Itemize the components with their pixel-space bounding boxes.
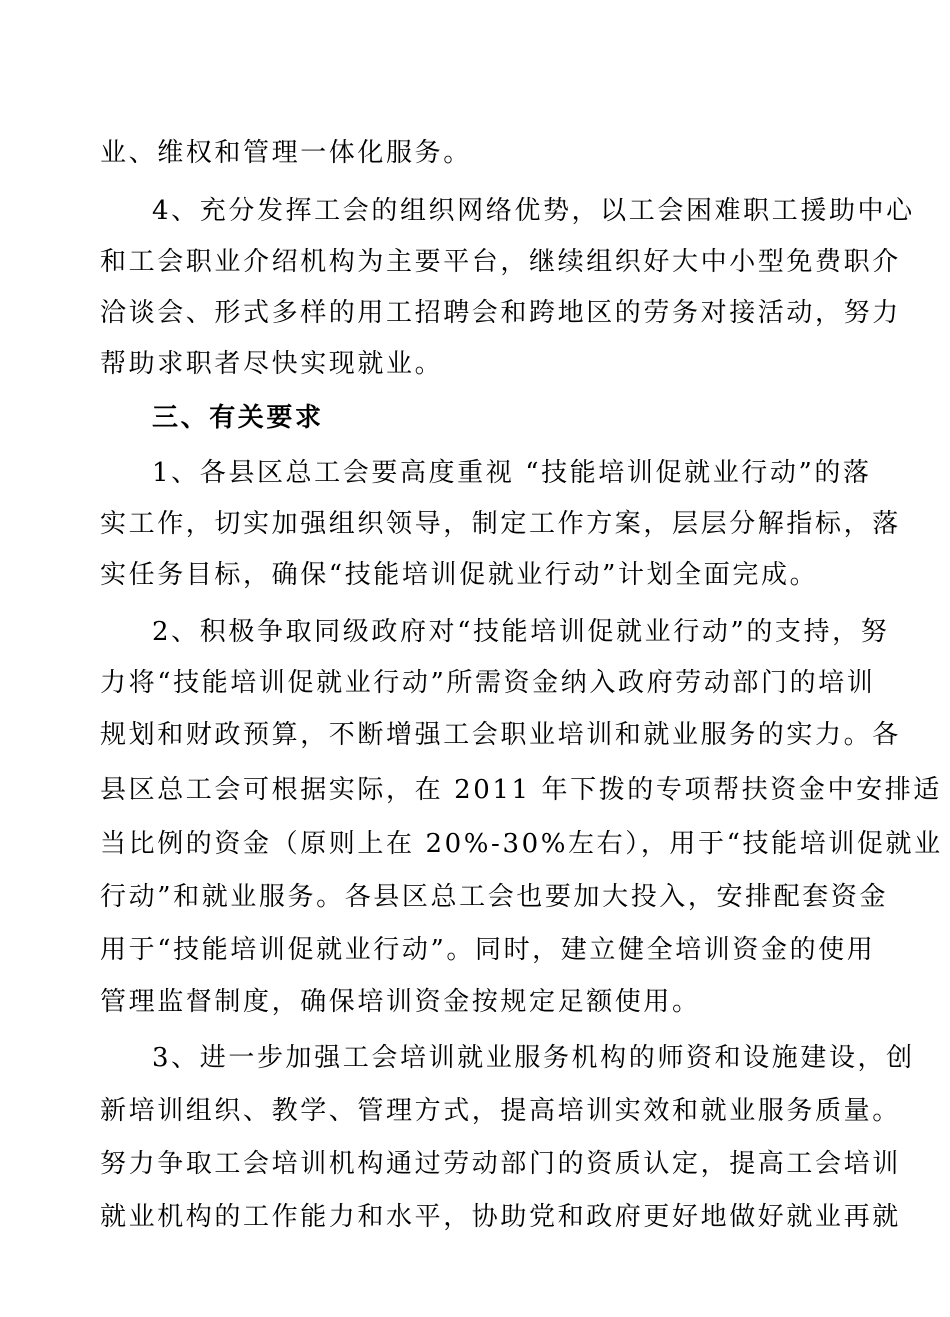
- section-heading: 三、有关要求: [152, 403, 324, 433]
- paragraph-line: 实工作，切实加强组织领导，制定工作方案，层层分解指标，落: [100, 509, 901, 539]
- paragraph-line: 4、充分发挥工会的组织网络优势，以工会困难职工援助中心: [152, 196, 915, 226]
- paragraph-line: 2、积极争取同级政府对“技能培训促就业行动”的支持，努: [152, 617, 890, 647]
- paragraph-line: 就业机构的工作能力和水平，协助党和政府更好地做好就业再就: [100, 1202, 901, 1232]
- paragraph-line: 管理监督制度，确保培训资金按规定足额使用。: [100, 987, 701, 1017]
- paragraph-line: 1、各县区总工会要高度重视 “技能培训促就业行动”的落: [152, 458, 872, 488]
- paragraph-line: 新培训组织、教学、管理方式，提高培训实效和就业服务质量。: [100, 1096, 901, 1126]
- paragraph-line: 实任务目标，确保“技能培训促就业行动”计划全面完成。: [100, 560, 819, 590]
- paragraph-line: 当比例的资金（原则上在 20%-30%左右），用于“技能培训促就业: [100, 829, 943, 859]
- paragraph-line: 力将“技能培训促就业行动”所需资金纳入政府劳动部门的培训: [100, 668, 876, 698]
- paragraph-line: 用于“技能培训促就业行动”。同时，建立健全培训资金的使用: [100, 935, 876, 965]
- paragraph-line: 洽谈会、形式多样的用工招聘会和跨地区的劳务对接活动，努力: [100, 298, 901, 328]
- paragraph-line: 规划和财政预算，不断增强工会职业培训和就业服务的实力。各: [100, 720, 901, 750]
- paragraph-line: 县区总工会可根据实际，在 2011 年下拨的专项帮扶资金中安排适: [100, 775, 942, 805]
- paragraph-line: 和工会职业介绍机构为主要平台，继续组织好大中小型免费职介: [100, 247, 901, 277]
- paragraph-line: 业、维权和管理一体化服务。: [100, 138, 472, 168]
- paragraph-line: 帮助求职者尽快实现就业。: [100, 349, 444, 379]
- paragraph-line: 努力争取工会培训机构通过劳动部门的资质认定，提高工会培训: [100, 1149, 901, 1179]
- paragraph-line: 3、进一步加强工会培训就业服务机构的师资和设施建设，创: [152, 1043, 915, 1073]
- paragraph-line: 行动”和就业服务。各县区总工会也要加大投入，安排配套资金: [100, 882, 889, 912]
